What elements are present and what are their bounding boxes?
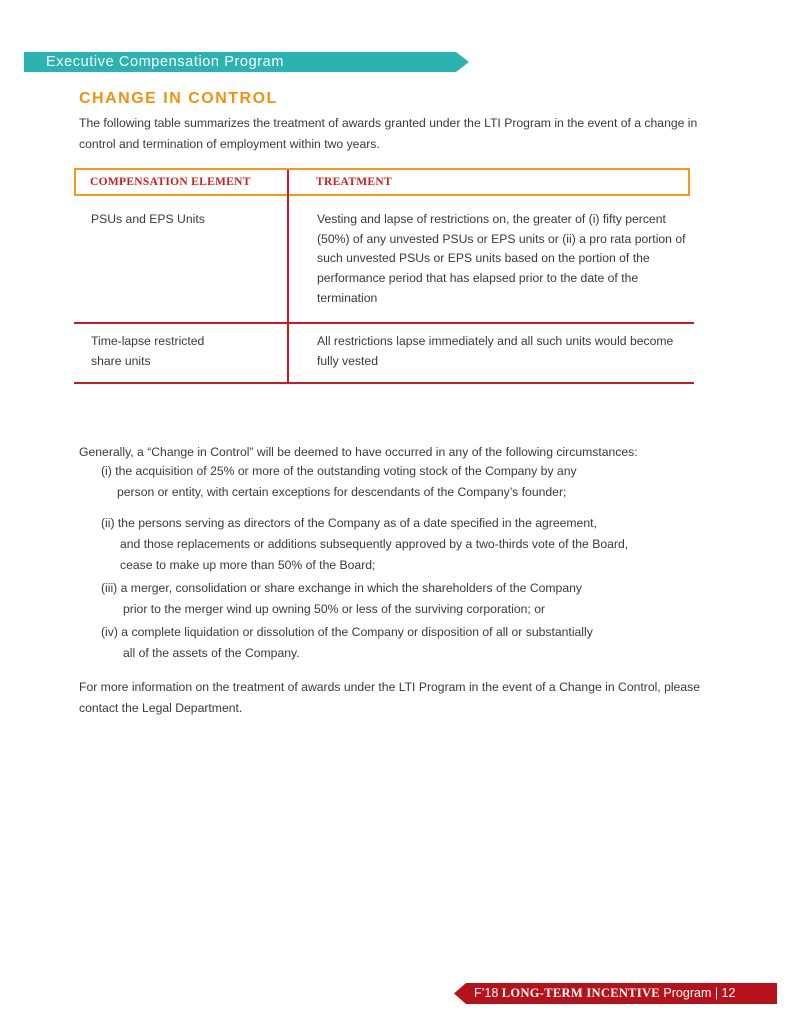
section-title: CHANGE IN CONTROL	[79, 90, 278, 107]
footer-prefix: F’18	[474, 986, 502, 1000]
intro-paragraph: The following table summarizes the treatment of awards granted under the LTI Program in the event of a change in control and termination of employment within two years.	[79, 116, 698, 151]
item-rest: all of the assets of the Company.	[123, 646, 300, 660]
row-divider	[74, 382, 694, 384]
page-footer	[454, 983, 777, 1004]
footer-page-number: Program | 12	[659, 986, 736, 1000]
item-first-line: (iii) a merger, consolidation or share exchange in which the shareholders of the Company	[101, 581, 582, 595]
item-rest: person or entity, with certain exceptions for descendants of the Company’s founder;	[117, 485, 567, 499]
circumstance-item	[101, 461, 661, 503]
closing-paragraph: For more information on the treatment of awards under the LTI Program in the event of a Change in Control, please contact the Legal Department.	[79, 680, 700, 715]
circumstance-item	[101, 622, 661, 664]
item-rest: prior to the merger wind up owning 50% or less of the surviving corporation; or	[123, 602, 546, 616]
row-treatment: All restrictions lapse immediately and all such units would become fully vested	[317, 334, 674, 368]
column-header-treatment: TREATMENT	[316, 176, 392, 188]
row-element: Time-lapse restricted share units	[91, 334, 205, 368]
table-header	[74, 168, 690, 196]
row-element: PSUs and EPS Units	[91, 212, 205, 226]
column-divider	[287, 170, 289, 383]
item-first-line: (ii) the persons serving as directors of the Company as of a date specified in the agreement,	[101, 516, 597, 530]
circumstance-item	[101, 578, 661, 620]
footer-label	[474, 983, 735, 1004]
row-treatment: Vesting and lapse of restrictions on, the greater of (i) fifty percent (50%) of any unvested PSUs or EPS units or (ii) a pro rata portion of such unvested PSUs or EPS units based on the portion of the performance period that has elapsed prior to the date of the termination	[317, 212, 686, 305]
item-first-line: (i) the acquisition of 25% or more of the outstanding voting stock of the Company by any	[101, 464, 577, 478]
section-banner	[24, 52, 468, 72]
footer-program-name: LONG-TERM INCENTIVE	[501, 986, 660, 1000]
column-header-element: COMPENSATION ELEMENT	[90, 176, 251, 188]
item-first-line: (iv) a complete liquidation or dissolution of the Company or disposition of all or substantially	[101, 625, 593, 639]
item-rest: and those replacements or additions subsequently approved by a two-thirds vote of the Board, cease to make up more than 50% of the Board;	[120, 537, 629, 572]
generally-paragraph: Generally, a “Change in Control” will be deemed to have occurred in any of the following circumstances:	[79, 445, 638, 459]
banner-title: Executive Compensation Program	[46, 54, 285, 70]
row-divider	[74, 322, 694, 324]
circumstance-item	[101, 513, 661, 576]
